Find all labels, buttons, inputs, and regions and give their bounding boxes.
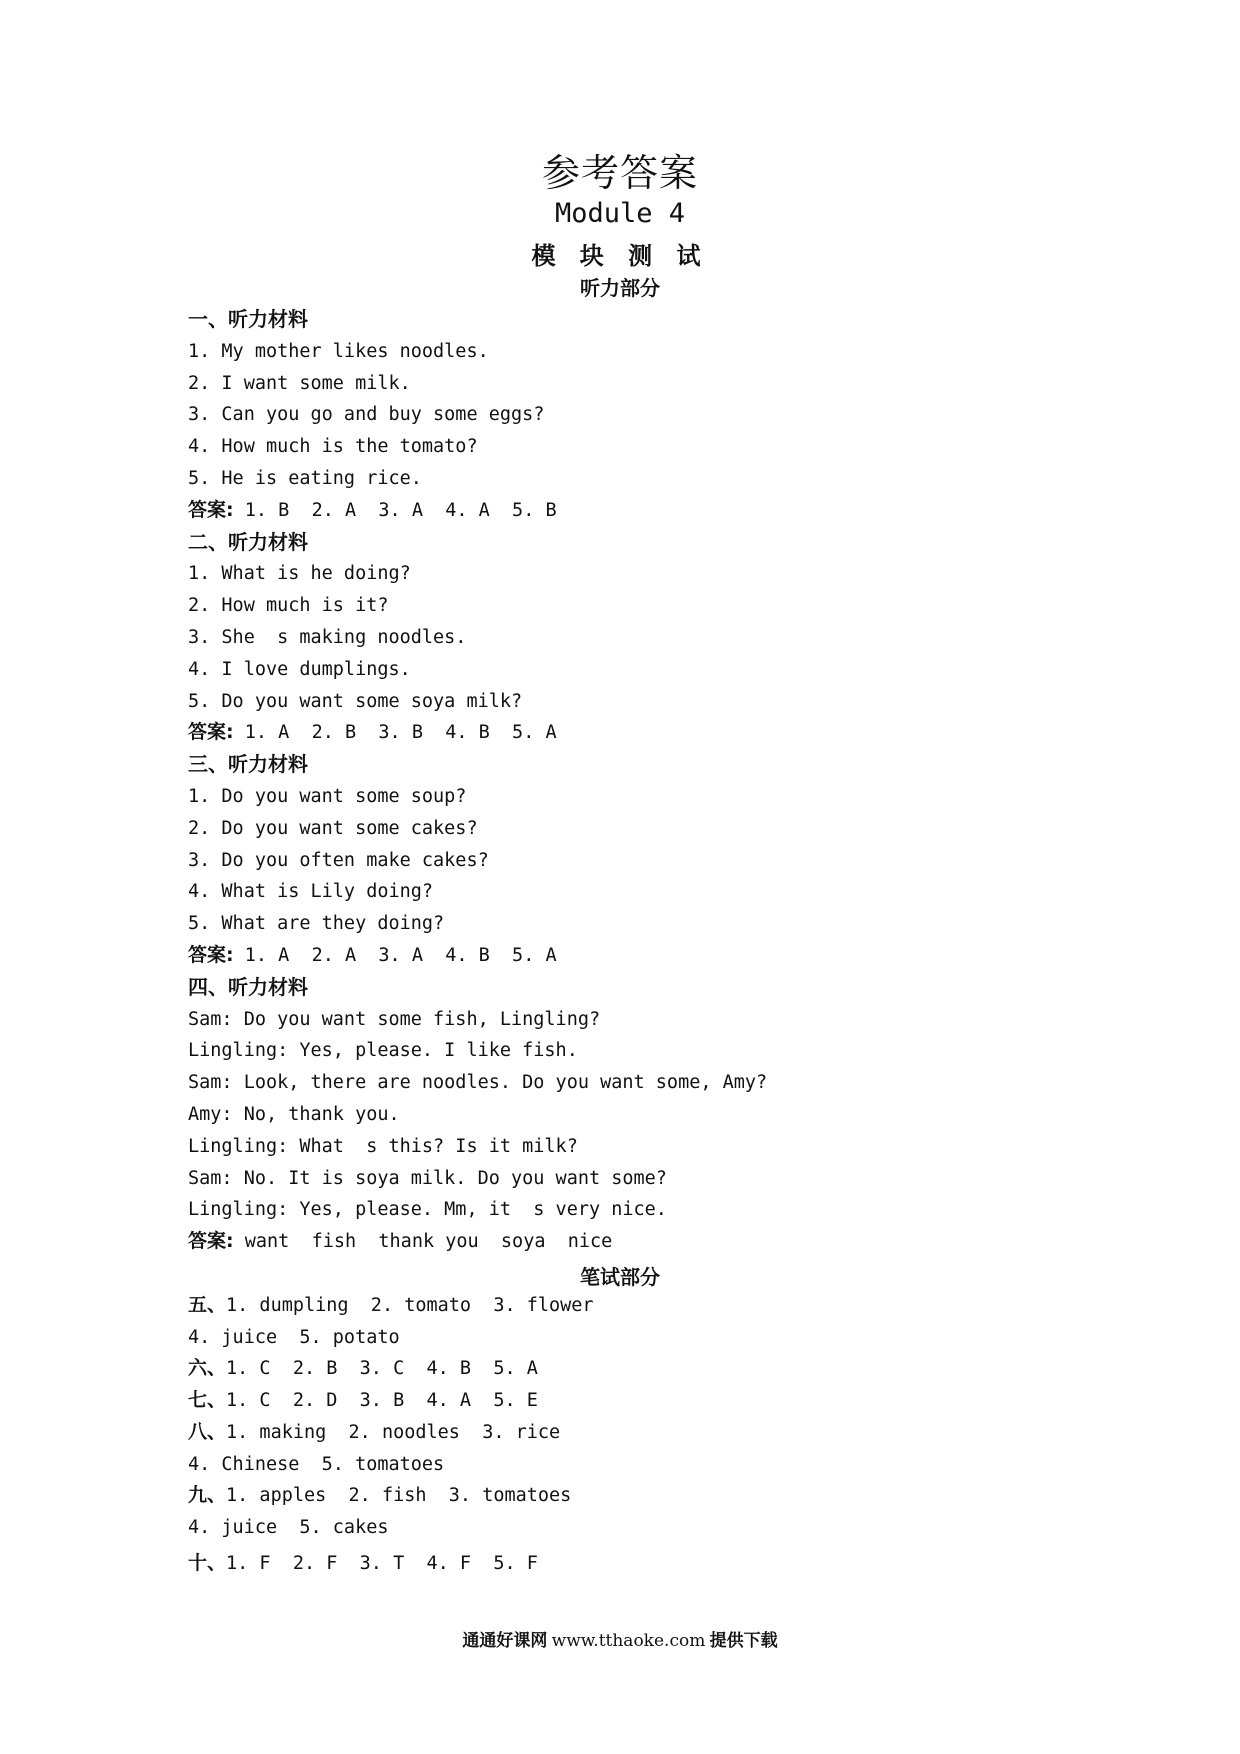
- section-1-item: 1. My mother likes noodles.: [188, 340, 489, 362]
- section-9-line-2: 4. juice 5. cakes: [188, 1517, 389, 1539]
- answer-label: 答案:: [188, 943, 234, 966]
- section-9-answers: 1. apples 2. fish 3. tomatoes: [226, 1485, 572, 1507]
- section-3-item: 5. What are they doing?: [188, 913, 445, 935]
- answer-values: want fish thank you soya nice: [233, 1231, 613, 1253]
- section-5-answers: 1. dumpling 2. tomato 3. flower: [226, 1294, 594, 1316]
- footer-suffix: 提供下载: [709, 1631, 778, 1651]
- section-8-line: [188, 1417, 1088, 1449]
- dialogue-line: Amy: No, thank you.: [188, 1103, 400, 1125]
- section-9-line: [188, 1480, 1088, 1512]
- answer-label: 答案:: [188, 1230, 234, 1253]
- section-4-answer: [188, 1226, 1088, 1258]
- footer-url[interactable]: www.tthaoke.com: [551, 1631, 706, 1651]
- answer-content: [188, 304, 1088, 1580]
- section-9-label: 九、: [188, 1484, 227, 1507]
- dialogue-line: Lingling: What s this? Is it milk?: [188, 1135, 578, 1157]
- section-2-item: 4. I love dumplings.: [188, 658, 411, 680]
- dialogue-line: Lingling: Yes, please. Mm, it s very nice.: [188, 1199, 667, 1221]
- section-1-item: 2. I want some milk.: [188, 372, 411, 394]
- dialogue-line: Sam: No. It is soya milk. Do you want some?: [188, 1167, 667, 1189]
- section-5-label: 五、: [188, 1293, 227, 1316]
- section-2-item: 1. What is he doing?: [188, 563, 411, 585]
- answer-label: 答案:: [188, 721, 234, 744]
- section-1-item: 3. Can you go and buy some eggs?: [188, 404, 545, 426]
- section-3-item: 2. Do you want some cakes?: [188, 817, 478, 839]
- section-6-label: 六、: [188, 1357, 227, 1380]
- section-8-label: 八、: [188, 1420, 227, 1443]
- section-6-line: [188, 1353, 1088, 1385]
- section-10-answers: 1. F 2. F 3. T 4. F 5. F: [226, 1553, 538, 1575]
- section-3-item: 4. What is Lily doing?: [188, 881, 434, 903]
- dialogue-line: Sam: Look, there are noodles. Do you want some, Amy?: [188, 1072, 768, 1094]
- section-7-answers: 1. C 2. D 3. B 4. A 5. E: [226, 1390, 538, 1412]
- section-10-label: 十、: [188, 1552, 227, 1575]
- section-3-header: 三、听力材料: [188, 752, 308, 777]
- footer-site-name: 通通好课网: [462, 1631, 548, 1651]
- dialogue-line: Sam: Do you want some fish, Lingling?: [188, 1008, 601, 1030]
- test-title: 模 块 测 试: [531, 242, 709, 270]
- section-3-item: 3. Do you often make cakes?: [188, 849, 489, 871]
- section-3-answer: [188, 940, 1088, 972]
- section-1-header: 一、听力材料: [188, 307, 308, 331]
- footer: [0, 1626, 1240, 1651]
- section-8-line-2: 4. Chinese 5. tomatoes: [188, 1453, 445, 1475]
- section-1-answer: [188, 495, 1088, 527]
- section-7-label: 七、: [188, 1389, 227, 1412]
- section-1-item: 4. How much is the tomato?: [188, 436, 478, 458]
- section-2-item: 5. Do you want some soya milk?: [188, 690, 523, 712]
- listening-part-title: 听力部分: [580, 276, 660, 300]
- module-title: Module 4: [554, 198, 686, 229]
- section-2-item: 3. She s making noodles.: [188, 626, 467, 648]
- section-2-header: 二、听力材料: [188, 529, 308, 554]
- answer-values: 1. A 2. A 3. A 4. B 5. A: [233, 944, 557, 966]
- page-title: 参考答案: [541, 151, 698, 195]
- answer-label: 答案:: [188, 498, 234, 521]
- section-10-line: [188, 1548, 1088, 1580]
- section-2-answer: [188, 717, 1088, 749]
- answer-values: 1. A 2. B 3. B 4. B 5. A: [233, 722, 557, 744]
- written-part-title: 笔试部分: [580, 1265, 660, 1289]
- section-8-answers: 1. making 2. noodles 3. rice: [226, 1421, 561, 1443]
- section-5-line: [188, 1290, 1088, 1322]
- section-4-header: 四、听力材料: [188, 974, 308, 999]
- section-6-answers: 1. C 2. B 3. C 4. B 5. A: [226, 1358, 538, 1380]
- answer-values: 1. B 2. A 3. A 4. A 5. B: [233, 499, 557, 521]
- section-1-item: 5. He is eating rice.: [188, 467, 422, 489]
- section-5-line-2: 4. juice 5. potato: [188, 1326, 400, 1348]
- section-2-item: 2. How much is it?: [188, 595, 389, 617]
- section-7-line: [188, 1385, 1088, 1417]
- section-3-item: 1. Do you want some soup?: [188, 785, 467, 807]
- dialogue-line: Lingling: Yes, please. I like fish.: [188, 1040, 578, 1062]
